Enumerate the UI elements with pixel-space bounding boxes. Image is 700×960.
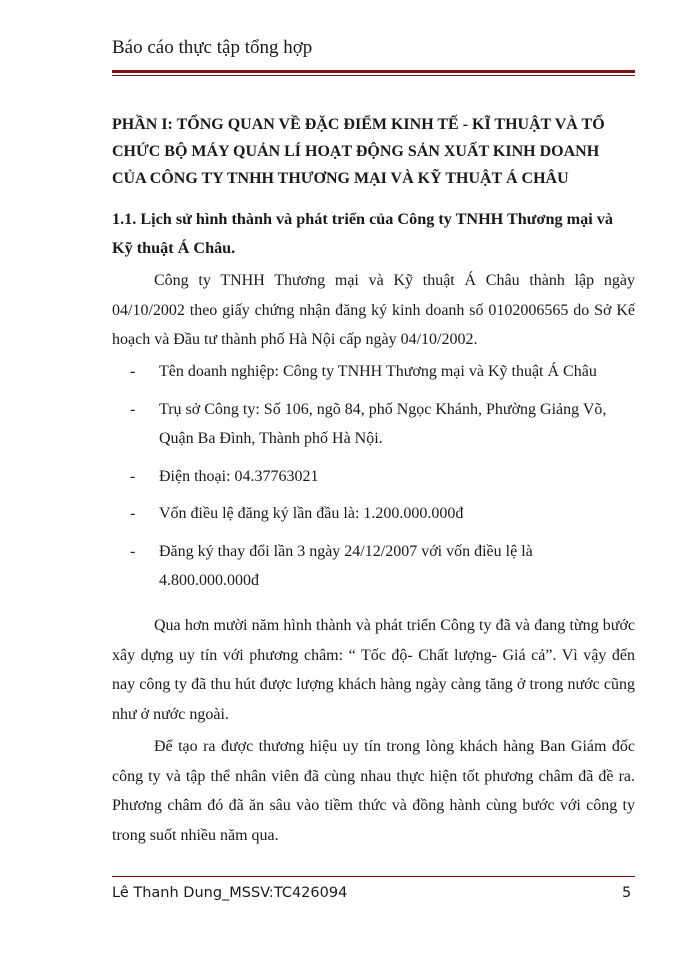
- section-heading: 1.1. Lịch sử hình thành và phát triển của Công ty TNHH Thương mại và Kỹ thuật Á Châu.: [112, 210, 613, 257]
- bullet-dash: -: [130, 505, 136, 522]
- paragraph-reputation: Qua hơn mười năm hình thành và phát triển Công ty đã và đang từng bước xây dựng uy tín với phương châm: “ Tốc độ- Chất lượng- Giá cả”. Vì vậy đến nay công ty đã thu hút được lượng khách hàng ngày càng tăng ở trong nước cũng như ở nước ngoài.: [112, 617, 635, 723]
- bullet-dash: -: [130, 400, 136, 418]
- company-info-list: [130, 357, 635, 604]
- list-item-text: Vốn điều lệ đăng ký lần đầu là: 1.200.000.000đ: [159, 505, 464, 522]
- bullet-dash: -: [130, 363, 136, 380]
- header-title: Báo cáo thực tập tổng hợp: [112, 37, 313, 58]
- bullet-dash: -: [130, 467, 136, 485]
- header-rule-thick: [112, 70, 635, 73]
- list-item: [130, 462, 635, 492]
- footer-rule: [112, 876, 635, 877]
- part-heading: PHẦN I: TỔNG QUAN VỀ ĐẶC ĐIỂM KINH TẾ - KĨ THUẬT VÀ TỔ CHỨC BỘ MÁY QUẢN LÍ HOẠT ĐỘNG SẢN XUẤT KINH DOANH CỦA CÔNG TY TNHH THƯƠNG MẠI VÀ KỸ THUẬT Á CHÂU: [112, 116, 605, 187]
- list-item-text: Điện thoại: 04.37763021: [159, 467, 319, 485]
- list-item: [130, 395, 635, 454]
- footer-author: Lê Thanh Dung_MSSV:TC426094: [112, 885, 348, 901]
- list-item-text: Tên doanh nghiệp: Công ty TNHH Thương mại và Kỹ thuật Á Châu: [159, 363, 597, 380]
- page-number: 5: [622, 885, 632, 901]
- list-item: [130, 499, 635, 529]
- paragraph-founding: Công ty TNHH Thương mại và Kỹ thuật Á Châu thành lập ngày 04/10/2002 theo giấy chứng nhận đăng ký kinh doanh số 0102006565 do Sở Kế hoạch và Đầu tư thành phố Hà Nội cấp ngày 04/10/2002.: [112, 272, 635, 348]
- paragraph-brand: Để tạo ra được thương hiệu uy tín trong lòng khách hàng Ban Giám đốc công ty và tập thể nhân viên đã cùng nhau thực hiện tốt phương châm đã đề ra. Phương châm đó đã ăn sâu vào tiềm thức và đồng hành cùng bước với công ty trong suốt nhiều năm qua.: [112, 738, 635, 844]
- list-item: [130, 357, 635, 387]
- bullet-dash: -: [130, 542, 136, 560]
- list-item-text: Đăng ký thay đổi lần 3 ngày 24/12/2007 với vốn điều lệ là 4.800.000.000đ: [159, 542, 533, 589]
- list-item: [130, 537, 635, 596]
- list-item-text: Trụ sở Công ty: Số 106, ngõ 84, phố Ngọc Khánh, Phường Giảng Võ, Quận Ba Đình, Thành phố Hà Nội.: [159, 400, 607, 447]
- header-rule-thin: [112, 75, 635, 76]
